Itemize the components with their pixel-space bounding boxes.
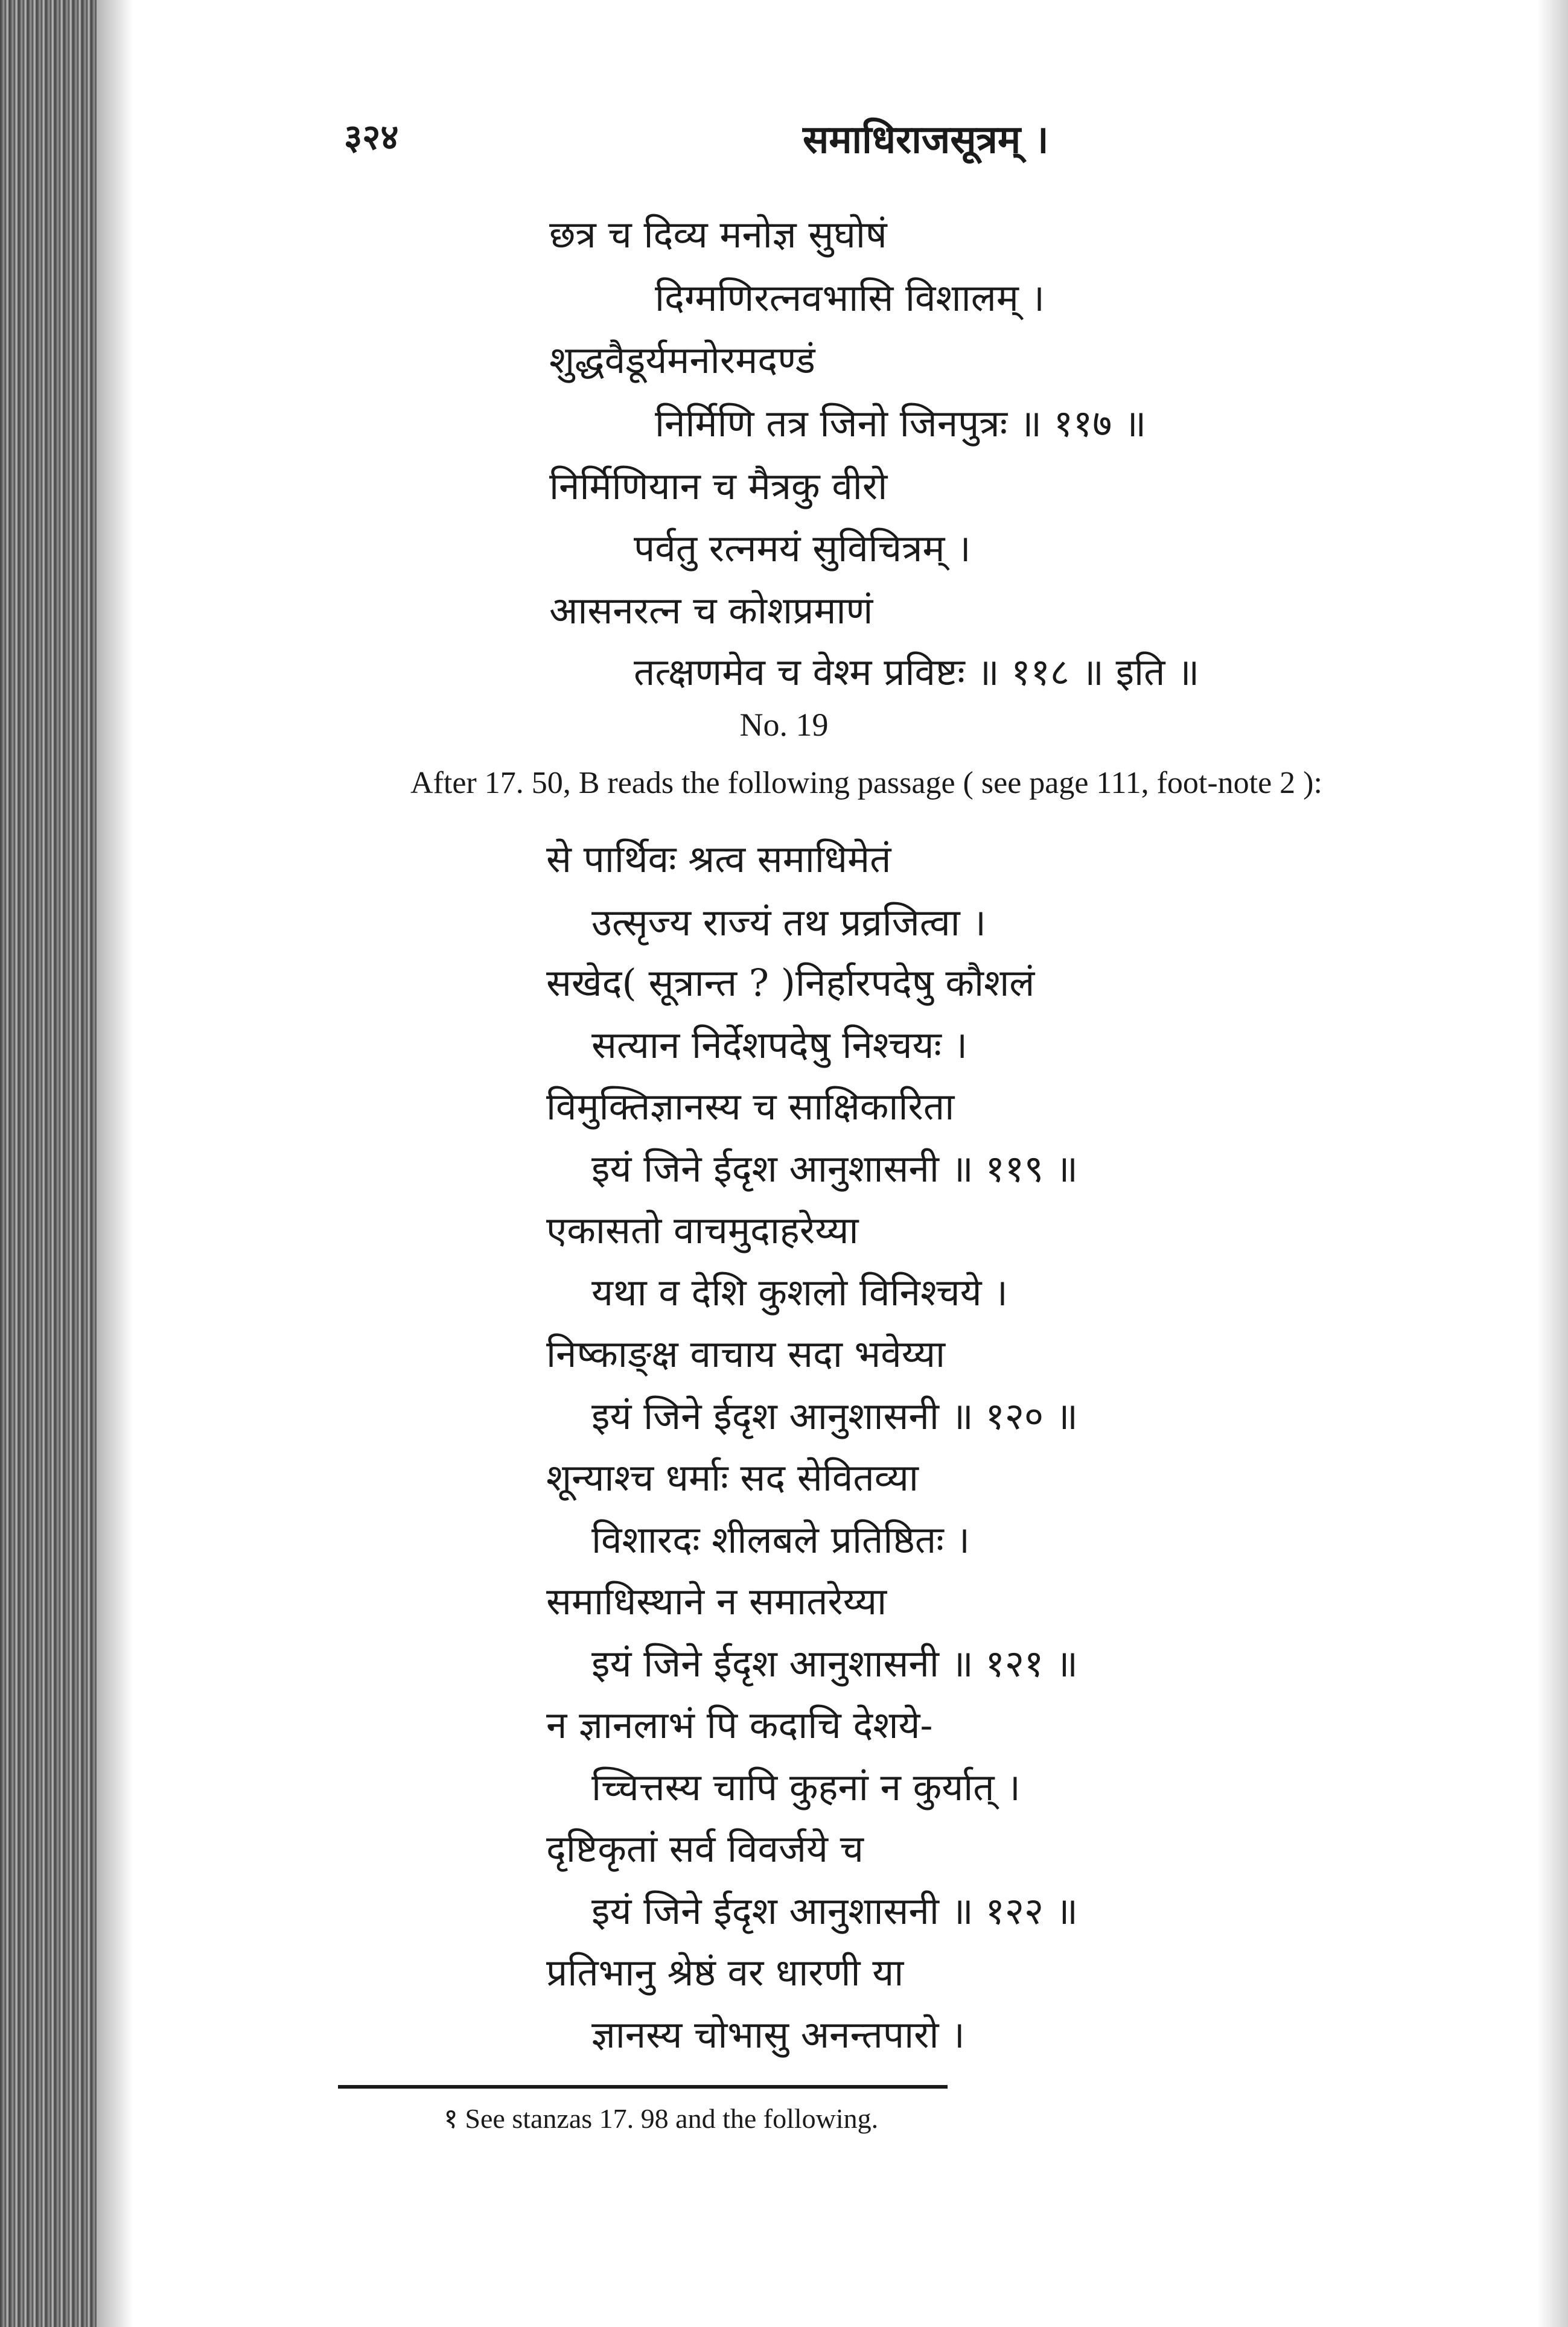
section-intro: After 17. 50, B reads the following passage ( see page 111, foot-note 2 ): <box>410 766 1322 800</box>
verse-line: इयं जिने ईदृश आनुशासनी ॥ १२१ ॥ <box>591 1641 1079 1686</box>
verse-line: निर्मिणि तत्र जिनो जिनपुत्रः ॥ ११७ ॥ <box>655 401 1147 445</box>
verse-line: निर्मिणियान च मैत्रकु वीरो <box>549 464 888 508</box>
book-binding-shadow <box>0 0 97 2327</box>
verse-line: शून्याश्च धर्माः सद सेवितव्या <box>546 1456 919 1500</box>
verse-line: सत्यान निर्देशपदेषु निश्चयः । <box>591 1023 968 1067</box>
section-heading: No. 19 <box>739 707 829 743</box>
verse-line: शुद्धवैडूर्यमनोरमदण्डं <box>549 338 815 382</box>
binding-gradient <box>97 0 133 2327</box>
verse-line: दृष्टिकृतां सर्व विवर्जये च <box>546 1827 864 1871</box>
verse-line: निष्काङ्क्ष वाचाय सदा भवेय्या <box>546 1332 946 1376</box>
verse-line: समाधिस्थाने न समातरेय्या <box>546 1579 887 1623</box>
verse-line: च्चित्तस्य चापि कुहनां न कुर्यात् । <box>591 1765 1021 1809</box>
page-number: ३२४ <box>344 116 399 158</box>
verse-line: विशारदः शीलबले प्रतिष्ठितः । <box>591 1518 970 1562</box>
verse-line: से पार्थिवः श्रत्व समाधिमेतं <box>546 837 891 881</box>
verse-line: यथा व देशि कुशलो विनिश्चये । <box>591 1270 1008 1314</box>
page-edge-shadow <box>1538 0 1568 2327</box>
verse-line: आसनरत्न च कोशप्रमाणं <box>549 588 873 632</box>
running-title: समाधिराजसूत्रम् । <box>803 117 1049 162</box>
page-header <box>0 112 1568 166</box>
footnote-rule <box>338 2085 948 2089</box>
verse-line: पर्वतु रत्नमयं सुविचित्रम् । <box>634 526 971 570</box>
verse-line: छत्र च दिव्य मनोज्ञ सुघोषं <box>549 212 887 256</box>
verse-line: इयं जिने ईदृश आनुशासनी ॥ १२० ॥ <box>591 1394 1079 1438</box>
verse-line: विमुक्तिज्ञानस्य च साक्षिकारिता <box>546 1084 955 1128</box>
verse-line: एकासतो वाचमुदाहरेय्या <box>546 1208 859 1252</box>
verse-line: इयं जिने ईदृश आनुशासनी ॥ ११९ ॥ <box>591 1147 1079 1191</box>
verse-line: दिग्मणिरत्नवभासि विशालम् । <box>655 276 1045 320</box>
footnote: १ See stanzas 17. 98 and the following. <box>444 2103 879 2134</box>
verse-line: उत्सृज्य राज्यं तथ प्रव्रजित्वा । <box>591 900 986 944</box>
verse-line: न ज्ञानलाभं पि कदाचि देशये- <box>546 1703 933 1747</box>
verse-line: ज्ञानस्य चोभासु अनन्तपारो । <box>591 2013 965 2057</box>
verse-line: तत्क्षणमेव च वेश्म प्रविष्टः ॥ ११८ ॥ इति ॥ <box>634 650 1200 694</box>
verse-line: इयं जिने ईदृश आनुशासनी ॥ १२२ ॥ <box>591 1889 1079 1933</box>
verse-line: प्रतिभानु श्रेष्ठं वर धारणी या <box>546 1950 904 1994</box>
verse-line: सखेद( सूत्रान्त ? )निर्हारपदेषु कौशलं <box>546 961 1035 1005</box>
